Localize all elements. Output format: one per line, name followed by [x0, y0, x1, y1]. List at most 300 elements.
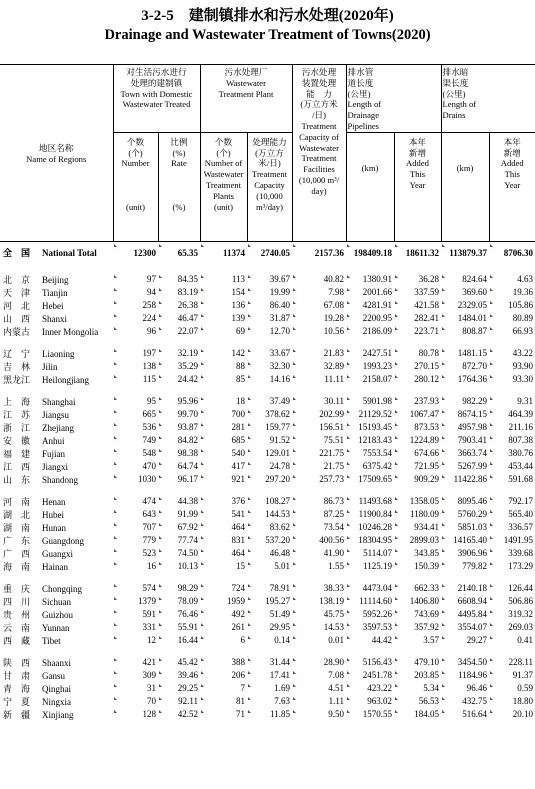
value-cell: 156.51: [292, 421, 346, 434]
spacer-cell: [113, 264, 158, 273]
value-cell: 339.68: [489, 547, 535, 560]
region-name-zh: 浙 江: [3, 422, 31, 433]
value-cell: 45.75: [292, 608, 346, 621]
spacer-cell: [489, 264, 535, 273]
value-cell: 14165.40: [441, 534, 489, 547]
value-cell: 2186.09: [346, 325, 394, 338]
value-cell: 6: [200, 634, 247, 647]
value-cell: 2899.03: [394, 534, 441, 547]
value-cell: 39.46: [158, 669, 200, 682]
region-name-zh: 青 海: [3, 683, 31, 694]
value-cell: 94: [113, 286, 158, 299]
value-cell: 113879.37: [441, 241, 489, 264]
value-cell: 19.36: [489, 286, 535, 299]
region-name-en: Jilin: [42, 361, 58, 372]
value-cell: 113: [200, 273, 247, 286]
value-cell: 873.53: [394, 421, 441, 434]
value-cell: 261: [200, 621, 247, 634]
value-cell: 77.74: [158, 534, 200, 547]
value-cell: 685: [200, 434, 247, 447]
header-group-plants: 污水处理厂 Wastewater Treatment Plant: [200, 65, 292, 133]
value-cell: 5851.03: [441, 521, 489, 534]
value-cell: 9.31: [489, 395, 535, 408]
spacer-cell: [346, 264, 394, 273]
value-cell: 665: [113, 408, 158, 421]
spacer-cell: [113, 486, 158, 495]
spacer-cell: [247, 573, 292, 582]
value-cell: 5156.43: [346, 656, 394, 669]
region-name-zh: 山 东: [3, 474, 31, 485]
value-cell: 921: [200, 473, 247, 486]
region-name-zh: 宁 夏: [3, 696, 31, 707]
value-cell: 93.30: [489, 373, 535, 386]
value-cell: 464: [200, 547, 247, 560]
region-name-en: Shandong: [42, 474, 78, 485]
region-name-zh: 广 西: [3, 548, 31, 559]
region-cell: [0, 273, 113, 286]
value-cell: 824.64: [441, 273, 489, 286]
region-name-zh: 江 西: [3, 461, 31, 472]
value-cell: 223.71: [394, 325, 441, 338]
value-cell: 280.12: [394, 373, 441, 386]
value-cell: 92.11: [158, 695, 200, 708]
value-cell: 3906.96: [441, 547, 489, 560]
value-cell: 46.48: [247, 547, 292, 560]
spacer-cell: [394, 338, 441, 347]
value-cell: 24.78: [247, 460, 292, 473]
header-group-towns: 对生活污水进行 处理的建制镇 Town with Domestic Wastewater Treated: [113, 65, 200, 133]
region-cell: [0, 656, 113, 669]
value-cell: 84.82: [158, 434, 200, 447]
value-cell: 138: [113, 360, 158, 373]
value-cell: 7.08: [292, 669, 346, 682]
table-row: [0, 508, 535, 521]
value-cell: 93.90: [489, 360, 535, 373]
region-name-en: Qinghai: [42, 683, 71, 694]
value-cell: 282.41: [394, 312, 441, 325]
value-cell: 1125.19: [346, 560, 394, 573]
value-cell: 2001.66: [346, 286, 394, 299]
value-cell: 2140.18: [441, 582, 489, 595]
region-name-en: Tianjin: [42, 287, 68, 298]
value-cell: 65.35: [158, 241, 200, 264]
value-cell: 417: [200, 460, 247, 473]
group-spacer: [0, 486, 535, 495]
region-name-en: Heilongjiang: [42, 374, 89, 385]
value-cell: 18611.32: [394, 241, 441, 264]
region-name-en: Liaoning: [42, 348, 75, 359]
spacer-cell: [292, 338, 346, 347]
value-cell: 96.46: [441, 682, 489, 695]
value-cell: 934.41: [394, 521, 441, 534]
table-row: [0, 582, 535, 595]
value-cell: 86.73: [292, 495, 346, 508]
value-cell: 516.64: [441, 708, 489, 721]
spacer-cell: [394, 647, 441, 656]
spacer-cell: [489, 386, 535, 395]
table-row: [0, 547, 535, 560]
value-cell: 159.77: [247, 421, 292, 434]
value-cell: 5267.99: [441, 460, 489, 473]
value-cell: 5.01: [247, 560, 292, 573]
spacer-cell: [158, 486, 200, 495]
region-cell: [0, 621, 113, 634]
value-cell: 28.90: [292, 656, 346, 669]
value-cell: 6375.42: [346, 460, 394, 473]
value-cell: 203.85: [394, 669, 441, 682]
value-cell: 228.11: [489, 656, 535, 669]
table-row: [0, 560, 535, 573]
value-cell: 4.51: [292, 682, 346, 695]
region-cell: [0, 495, 113, 508]
spacer-cell: [489, 647, 535, 656]
region-name-en: Jiangsu: [42, 409, 69, 420]
region-name-zh: 天 津: [3, 287, 31, 298]
value-cell: 206: [200, 669, 247, 682]
page-subtitle: Drainage and Wastewater Treatment of Towns(2020): [104, 27, 431, 43]
value-cell: 423.22: [346, 682, 394, 695]
spacer-cell: [247, 647, 292, 656]
value-cell: 388: [200, 656, 247, 669]
table-row: [0, 395, 535, 408]
spacer-cell: [346, 386, 394, 395]
spacer-cell: [113, 647, 158, 656]
region-name-zh: 河 北: [3, 300, 31, 311]
value-cell: 45.42: [158, 656, 200, 669]
spacer-cell: [441, 338, 489, 347]
region-cell: [0, 360, 113, 373]
region-cell: [0, 521, 113, 534]
value-cell: 1180.09: [394, 508, 441, 521]
region-name-zh: 陕 西: [3, 657, 31, 668]
value-cell: 154: [200, 286, 247, 299]
value-cell: 195.27: [247, 595, 292, 608]
spacer-cell: [292, 386, 346, 395]
value-cell: 14.53: [292, 621, 346, 634]
value-cell: 39.67: [247, 273, 292, 286]
table-row: [0, 373, 535, 386]
spacer-cell: [158, 338, 200, 347]
region-cell: [0, 508, 113, 521]
spacer-cell: [441, 486, 489, 495]
spacer-cell: [489, 338, 535, 347]
value-cell: 4473.04: [346, 582, 394, 595]
value-cell: 1380.91: [346, 273, 394, 286]
value-cell: 11374: [200, 241, 247, 264]
value-cell: 2157.36: [292, 241, 346, 264]
value-cell: 8095.46: [441, 495, 489, 508]
value-cell: 479.10: [394, 656, 441, 669]
value-cell: 91.99: [158, 508, 200, 521]
value-cell: 78.09: [158, 595, 200, 608]
header-town-number: 个数 (个) Number (unit): [113, 132, 158, 241]
value-cell: 81: [200, 695, 247, 708]
spacer-cell: [113, 573, 158, 582]
value-cell: 126.44: [489, 582, 535, 595]
region-name-en: Gansu: [42, 670, 65, 681]
value-cell: 10.13: [158, 560, 200, 573]
value-cell: 7.98: [292, 286, 346, 299]
spacer-cell: [441, 386, 489, 395]
value-cell: 1570.55: [346, 708, 394, 721]
header-drain-km: (km): [441, 132, 489, 241]
region-name-en: Shanxi: [42, 313, 68, 324]
value-cell: 83.19: [158, 286, 200, 299]
region-name-zh: 四 川: [3, 596, 31, 607]
region-cell: [0, 669, 113, 682]
value-cell: 16.44: [158, 634, 200, 647]
value-cell: 21.75: [292, 460, 346, 473]
spacer-cell: [394, 486, 441, 495]
value-cell: 33.67: [247, 347, 292, 360]
value-cell: 12: [113, 634, 158, 647]
value-cell: 506.86: [489, 595, 535, 608]
value-cell: 2329.05: [441, 299, 489, 312]
region-cell: [0, 347, 113, 360]
value-cell: 674.66: [394, 447, 441, 460]
spacer-cell: [346, 486, 394, 495]
value-cell: 369.60: [441, 286, 489, 299]
value-cell: 700: [200, 408, 247, 421]
region-cell: [0, 299, 113, 312]
value-cell: 5952.26: [346, 608, 394, 621]
region-cell: [0, 241, 113, 264]
value-cell: 258: [113, 299, 158, 312]
region-name-zh: 福 建: [3, 448, 31, 459]
region-cell: [0, 395, 113, 408]
spacer-cell: [346, 338, 394, 347]
value-cell: 18: [200, 395, 247, 408]
value-cell: 779.82: [441, 560, 489, 573]
region-name-en: Guizhou: [42, 609, 73, 620]
table-row: [0, 360, 535, 373]
value-cell: 19.28: [292, 312, 346, 325]
value-cell: 464: [200, 521, 247, 534]
region-name-zh: 贵 州: [3, 609, 31, 620]
value-cell: 43.22: [489, 347, 535, 360]
group-spacer: [0, 647, 535, 656]
value-cell: 474: [113, 495, 158, 508]
value-cell: 138.19: [292, 595, 346, 608]
value-cell: 10.56: [292, 325, 346, 338]
region-name-zh: 辽 宁: [3, 348, 31, 359]
value-cell: 221.75: [292, 447, 346, 460]
value-cell: 8674.15: [441, 408, 489, 421]
spacer-cell: [0, 486, 113, 495]
value-cell: 46.47: [158, 312, 200, 325]
value-cell: 31.87: [247, 312, 292, 325]
table-row: [0, 325, 535, 338]
value-cell: 591: [113, 608, 158, 621]
region-cell: [0, 708, 113, 721]
value-cell: 67.92: [158, 521, 200, 534]
region-name-en: Xinjiang: [42, 709, 74, 720]
value-cell: 97: [113, 273, 158, 286]
value-cell: 8706.30: [489, 241, 535, 264]
region-cell: [0, 373, 113, 386]
spacer-cell: [292, 647, 346, 656]
value-cell: 30.11: [292, 395, 346, 408]
region-name-en: Fujian: [42, 448, 66, 459]
region-name-zh: 海 南: [3, 561, 31, 572]
spacer-cell: [489, 486, 535, 495]
region-cell: [0, 608, 113, 621]
header-drains: 排水暗 渠长度 (公里) Length of Drains: [441, 65, 535, 133]
region-name-en: Anhui: [42, 435, 65, 446]
table-row: [0, 669, 535, 682]
value-cell: 724: [200, 582, 247, 595]
value-cell: 11900.84: [346, 508, 394, 521]
value-cell: 17509.65: [346, 473, 394, 486]
value-cell: 807.38: [489, 434, 535, 447]
region-name-zh: 上 海: [3, 396, 31, 407]
region-name-zh: 湖 北: [3, 509, 31, 520]
region-name-zh: 北 京: [3, 274, 31, 285]
value-cell: 331: [113, 621, 158, 634]
value-cell: 1358.05: [394, 495, 441, 508]
value-cell: 74.50: [158, 547, 200, 560]
region-name-en: Yunnan: [42, 622, 70, 633]
region-cell: [0, 582, 113, 595]
spacer-cell: [200, 338, 247, 347]
spacer-cell: [441, 264, 489, 273]
value-cell: 4957.98: [441, 421, 489, 434]
value-cell: 40.82: [292, 273, 346, 286]
value-cell: 4281.91: [346, 299, 394, 312]
table-row: [0, 708, 535, 721]
value-cell: 17.41: [247, 669, 292, 682]
spacer-cell: [200, 386, 247, 395]
value-cell: 18304.95: [346, 534, 394, 547]
value-cell: 5114.07: [346, 547, 394, 560]
value-cell: 224: [113, 312, 158, 325]
value-cell: 1.55: [292, 560, 346, 573]
value-cell: 129.01: [247, 447, 292, 460]
value-cell: 80.78: [394, 347, 441, 360]
value-cell: 93.87: [158, 421, 200, 434]
value-cell: 21129.52: [346, 408, 394, 421]
region-name-zh: 吉 林: [3, 361, 31, 372]
table-row: [0, 495, 535, 508]
spacer-cell: [0, 573, 113, 582]
value-cell: 7553.54: [346, 447, 394, 460]
region-name-en: Hebei: [42, 300, 64, 311]
table-body: [0, 241, 535, 721]
spacer-cell: [200, 486, 247, 495]
value-cell: 6608.94: [441, 595, 489, 608]
value-cell: 464.39: [489, 408, 535, 421]
region-name-en: National Total: [42, 248, 97, 259]
value-cell: 909.29: [394, 473, 441, 486]
value-cell: 19.99: [247, 286, 292, 299]
spacer-cell: [113, 386, 158, 395]
region-cell: [0, 447, 113, 460]
region-cell: [0, 547, 113, 560]
value-cell: 1959: [200, 595, 247, 608]
value-cell: 1484.01: [441, 312, 489, 325]
value-cell: 36.28: [394, 273, 441, 286]
region-name-zh: 新 疆: [3, 709, 31, 720]
value-cell: 16: [113, 560, 158, 573]
region-name-en: Hunan: [42, 522, 66, 533]
value-cell: 197: [113, 347, 158, 360]
value-cell: 91.52: [247, 434, 292, 447]
value-cell: 96.17: [158, 473, 200, 486]
value-cell: 11422.86: [441, 473, 489, 486]
value-cell: 42.52: [158, 708, 200, 721]
value-cell: 198409.18: [346, 241, 394, 264]
value-cell: 749: [113, 434, 158, 447]
table-row: [0, 473, 535, 486]
value-cell: 453.44: [489, 460, 535, 473]
value-cell: 591.68: [489, 473, 535, 486]
value-cell: 12183.43: [346, 434, 394, 447]
value-cell: 337.59: [394, 286, 441, 299]
value-cell: 1764.36: [441, 373, 489, 386]
spacer-cell: [247, 338, 292, 347]
value-cell: 85: [200, 373, 247, 386]
value-cell: 2200.95: [346, 312, 394, 325]
value-cell: 11114.60: [346, 595, 394, 608]
value-cell: 22.07: [158, 325, 200, 338]
table-row: [0, 299, 535, 312]
value-cell: 662.33: [394, 582, 441, 595]
value-cell: 432.75: [441, 695, 489, 708]
value-cell: 0.41: [489, 634, 535, 647]
value-cell: 523: [113, 547, 158, 560]
value-cell: 380.76: [489, 447, 535, 460]
region-cell: [0, 473, 113, 486]
region-name-zh: 云 南: [3, 622, 31, 633]
value-cell: 792.17: [489, 495, 535, 508]
region-cell: [0, 421, 113, 434]
region-cell: [0, 434, 113, 447]
group-spacer: [0, 338, 535, 347]
value-cell: 31.44: [247, 656, 292, 669]
value-cell: 4.63: [489, 273, 535, 286]
value-cell: 26.38: [158, 299, 200, 312]
value-cell: 1184.96: [441, 669, 489, 682]
value-cell: 173.29: [489, 560, 535, 573]
value-cell: 56.53: [394, 695, 441, 708]
region-name-en: Beijing: [42, 274, 69, 285]
value-cell: 64.74: [158, 460, 200, 473]
value-cell: 421.58: [394, 299, 441, 312]
table-row: [0, 621, 535, 634]
header-pipeline-added: 本年 新增 Added This Year: [394, 132, 441, 241]
region-cell: [0, 286, 113, 299]
table-row: [0, 534, 535, 547]
region-name-en: Sichuan: [42, 596, 71, 607]
spacer-cell: [200, 647, 247, 656]
value-cell: 84.35: [158, 273, 200, 286]
spacer-cell: [394, 573, 441, 582]
group-spacer: [0, 386, 535, 395]
value-cell: 71: [200, 708, 247, 721]
region-name-en: Chongqing: [42, 583, 83, 594]
region-name-zh: 广 东: [3, 535, 31, 546]
value-cell: 237.93: [394, 395, 441, 408]
value-cell: 643: [113, 508, 158, 521]
value-cell: 743.69: [394, 608, 441, 621]
value-cell: 80.89: [489, 312, 535, 325]
value-cell: 574: [113, 582, 158, 595]
value-cell: 7903.41: [441, 434, 489, 447]
value-cell: 105.86: [489, 299, 535, 312]
spacer-cell: [0, 264, 113, 273]
value-cell: 15193.45: [346, 421, 394, 434]
region-name-en: Shanghai: [42, 396, 76, 407]
